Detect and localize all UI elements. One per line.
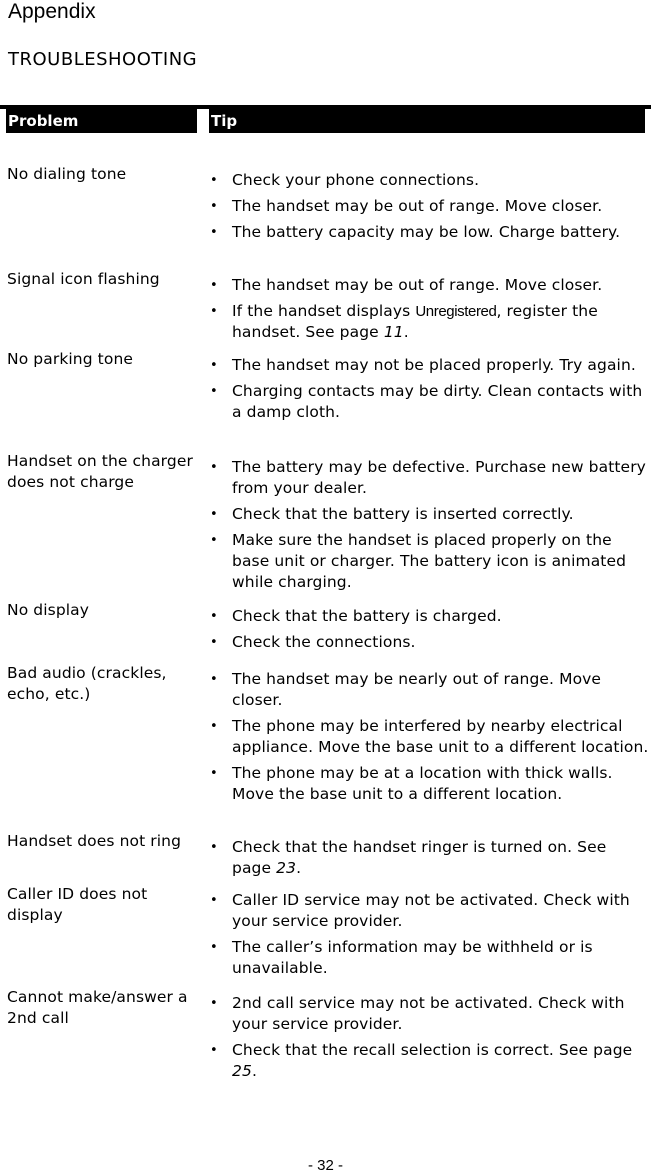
bullet-icon: • <box>210 358 218 373</box>
column-header-tip: Tip <box>209 109 645 133</box>
tip-item <box>209 993 649 1035</box>
tip-item <box>209 301 649 343</box>
tip-list <box>209 669 649 810</box>
bullet-icon: • <box>210 635 218 650</box>
tip-item <box>209 763 649 805</box>
tip-item <box>209 530 649 593</box>
tip-list <box>209 606 649 658</box>
tip-text: The handset may be out of range. Move closer. <box>232 197 603 215</box>
problem-text: Caller ID does not display <box>7 885 148 924</box>
tip-text: Check that the battery is inserted correctly. <box>232 505 574 523</box>
tip-text: Make sure the handset is placed properly on the base unit or charger. The battery icon is animated while charging. <box>232 531 627 591</box>
page-reference: 25 <box>232 1062 252 1080</box>
column-header-problem: Problem <box>6 109 197 133</box>
bullet-icon: • <box>210 940 218 955</box>
tip-text: Check your phone connections. <box>232 171 480 189</box>
tip-item <box>209 196 649 217</box>
tip-item <box>209 937 649 979</box>
section-title: TROUBLESHOOTING <box>8 49 198 70</box>
tip-item <box>209 504 649 525</box>
bullet-icon: • <box>210 996 218 1011</box>
tip-item <box>209 170 649 191</box>
bullet-icon: • <box>210 460 218 475</box>
tip-text: , register the handset. See page <box>232 302 598 341</box>
tip-text: The caller’s information may be withheld or is unavailable. <box>232 938 593 977</box>
bullet-icon: • <box>210 225 218 240</box>
tip-item <box>209 606 649 627</box>
problem-text: Bad audio (crackles, echo, etc.) <box>7 664 167 703</box>
tip-item <box>209 632 649 653</box>
tip-text: Check that the recall selection is correct. See page <box>232 1041 633 1059</box>
bullet-icon: • <box>210 840 218 855</box>
tip-item <box>209 457 649 499</box>
tip-text: The phone may be interfered by nearby electrical appliance. Move the base unit to a different location. <box>232 717 649 756</box>
tip-text: The handset may be out of range. Move closer. <box>232 276 603 294</box>
tip-text: The handset may not be placed properly. Try again. <box>232 356 636 374</box>
bullet-icon: • <box>210 533 218 548</box>
tip-item <box>209 890 649 932</box>
bullet-icon: • <box>210 1043 218 1058</box>
tip-text: The phone may be at a location with thick walls. Move the base unit to a different location. <box>232 764 613 803</box>
tip-list <box>209 837 649 884</box>
page-number: - 32 - <box>307 1157 343 1174</box>
bullet-icon: • <box>210 609 218 624</box>
problem-text: Cannot make/answer a 2nd call <box>7 988 188 1027</box>
tip-text: Charging contacts may be dirty. Clean contacts with a damp cloth. <box>232 382 643 421</box>
tip-list <box>209 993 649 1087</box>
tip-text: 2nd call service may not be activated. Check with your service provider. <box>232 994 625 1033</box>
tip-text: Check that the handset ringer is turned on. See page <box>232 838 607 877</box>
tip-item <box>209 222 649 243</box>
display-message-text: Unregistered <box>415 303 497 320</box>
tip-text: Check that the battery is charged. <box>232 607 502 625</box>
page-reference: 11 <box>383 323 404 341</box>
bullet-icon: • <box>210 304 218 319</box>
tip-text: . <box>251 1062 257 1080</box>
bullet-icon: • <box>210 278 218 293</box>
tip-text: The handset may be nearly out of range. Move closer. <box>232 670 602 709</box>
tip-list <box>209 275 649 348</box>
tip-item <box>209 355 649 376</box>
tip-list <box>209 890 649 984</box>
bullet-icon: • <box>210 384 218 399</box>
bullet-icon: • <box>210 893 218 908</box>
page-reference: 23 <box>276 859 297 877</box>
tip-text: The battery may be defective. Purchase new battery from your dealer. <box>232 458 646 497</box>
tip-list <box>209 355 649 428</box>
tip-item <box>209 381 649 423</box>
problem-text: No display <box>7 601 90 619</box>
tip-item <box>209 837 649 879</box>
bullet-icon: • <box>210 672 218 687</box>
tip-text: . <box>403 323 409 341</box>
bullet-icon: • <box>210 199 218 214</box>
tip-text: . <box>296 859 302 877</box>
bullet-icon: • <box>210 507 218 522</box>
bullet-icon: • <box>210 719 218 734</box>
tip-item <box>209 1040 649 1082</box>
problem-text: Handset does not ring <box>7 832 182 850</box>
problem-text: Handset on the charger does not charge <box>7 452 193 491</box>
tip-item <box>209 716 649 758</box>
problem-text: No dialing tone <box>7 165 127 183</box>
tip-list <box>209 170 649 248</box>
appendix-heading: Appendix <box>8 0 96 23</box>
tip-item <box>209 669 649 711</box>
bullet-icon: • <box>210 766 218 781</box>
problem-text: Signal icon flashing <box>7 270 160 288</box>
tip-text: Check the connections. <box>232 633 416 651</box>
tip-text: If the handset displays <box>232 302 416 320</box>
tip-text: The battery capacity may be low. Charge battery. <box>232 223 621 241</box>
tip-text: Caller ID service may not be activated. Check with your service provider. <box>232 891 630 930</box>
tip-item <box>209 275 649 296</box>
tip-list <box>209 457 649 598</box>
problem-text: No parking tone <box>7 350 134 368</box>
bullet-icon: • <box>210 173 218 188</box>
